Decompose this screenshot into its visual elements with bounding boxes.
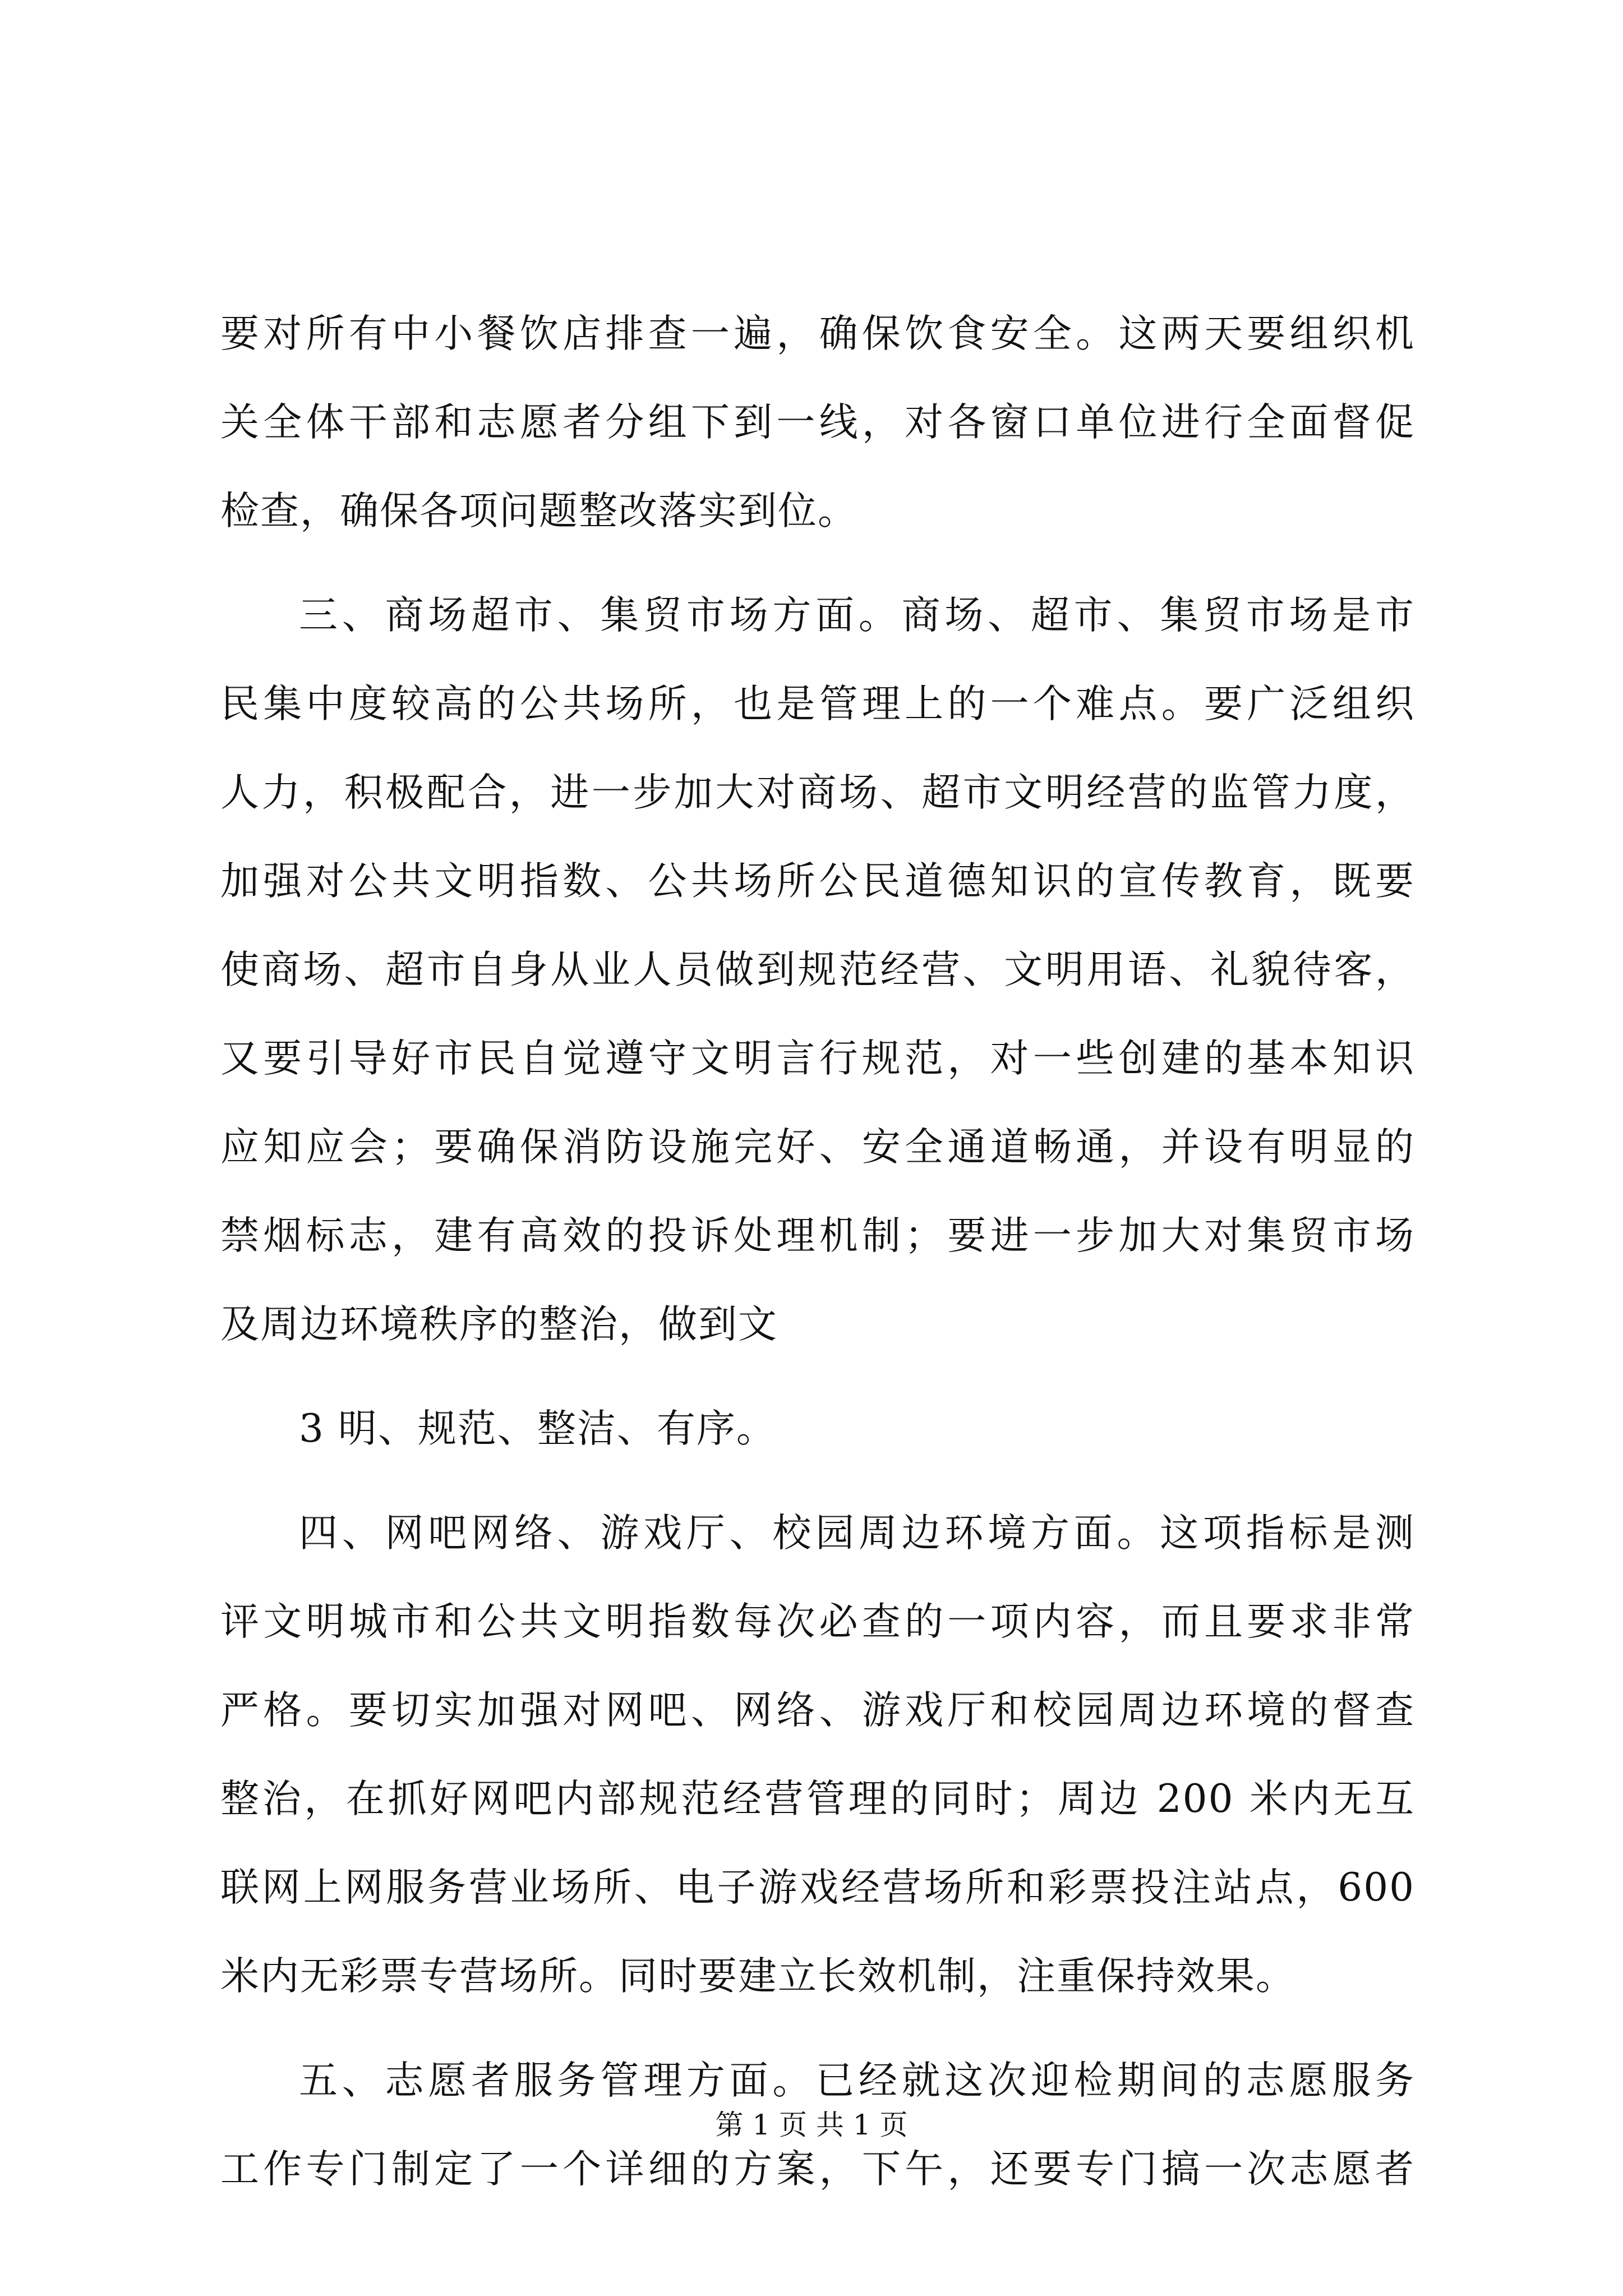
text-line: 人力，积极配合，进一步加大对商场、超市文明经营的监管力度， <box>220 770 1415 815</box>
text-line: 要对所有中小餐饮店排查一遍，确保饮食安全。这两天要组织机 <box>220 311 1415 356</box>
text-line: 关全体干部和志愿者分组下到一线，对各窗口单位进行全面督促 <box>220 400 1415 445</box>
body-text <box>220 297 1415 2221</box>
text-line: 使商场、超市自身从业人员做到规范经营、文明用语、礼貌待客， <box>220 947 1415 992</box>
paragraph-start-line: 四、网吧网络、游戏厅、校园周边环境方面。这项指标是测 <box>299 1511 1415 1556</box>
text-line: 整治，在抓好网吧内部规范经营管理的同时；周边 200 米内无互 <box>220 1777 1415 1821</box>
text-line: 严格。要切实加强对网吧、网络、游戏厅和校园周边环境的督查 <box>220 1688 1415 1733</box>
text-line: 检查，确保各项问题整改落实到位。 <box>220 489 857 533</box>
paragraph-start-line: 3 明、规范、整洁、有序。 <box>299 1406 776 1451</box>
text-line: 又要引导好市民自觉遵守文明言行规范，对一些创建的基本知识 <box>220 1036 1415 1081</box>
text-line: 评文明城市和公共文明指数每次必查的一项内容，而且要求非常 <box>220 1599 1415 1644</box>
text-line: 及周边环境秩序的整治，做到文 <box>220 1302 778 1347</box>
text-line: 应知应会；要确保消防设施完好、安全通道畅通，并设有明显的 <box>220 1125 1415 1170</box>
paragraph-start-line: 三、商场超市、集贸市场方面。商场、超市、集贸市场是市 <box>299 593 1415 638</box>
text-line: 加强对公共文明指数、公共场所公民道德知识的宣传教育，既要 <box>220 859 1415 904</box>
paragraph-start-line: 五、志愿者服务管理方面。已经就这次迎检期间的志愿服务 <box>299 2058 1415 2103</box>
text-line: 工作专门制定了一个详细的方案，下午，还要专门搞一次志愿者 <box>220 2147 1415 2192</box>
text-line: 联网上网服务营业场所、电子游戏经营场所和彩票投注站点，600 <box>220 1865 1415 1910</box>
text-line: 禁烟标志，建有高效的投诉处理机制；要进一步加大对集贸市场 <box>220 1213 1415 1258</box>
page-number-label: 第 1 页 共 1 页 <box>715 2109 908 2141</box>
text-line: 民集中度较高的公共场所，也是管理上的一个难点。要广泛组织 <box>220 682 1415 726</box>
text-line: 米内无彩票专营场所。同时要建立长效机制，注重保持效果。 <box>220 1954 1295 1999</box>
page-footer <box>0 2108 1623 2142</box>
